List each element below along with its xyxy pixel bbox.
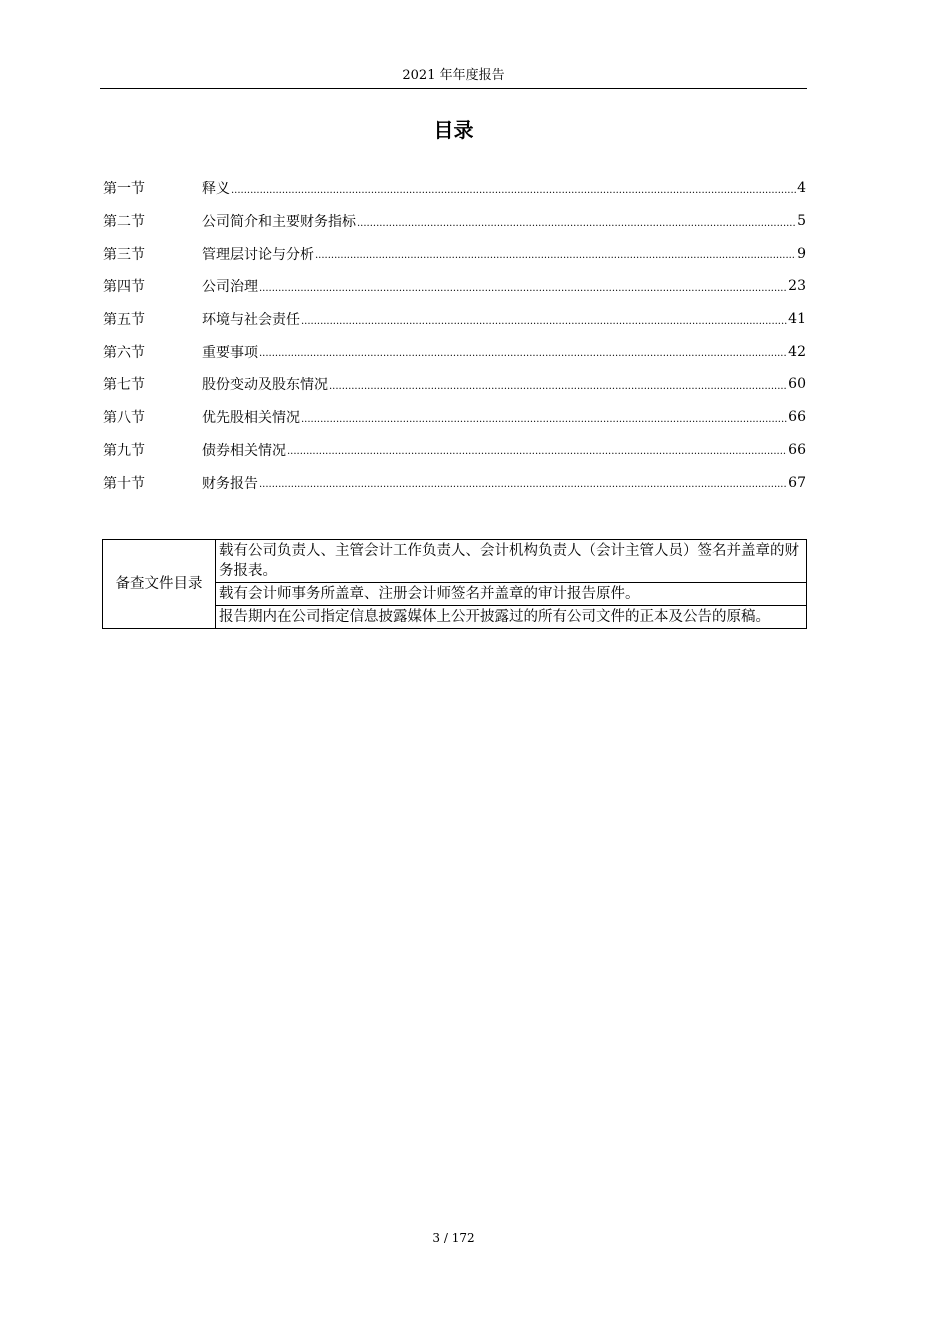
toc-entry[interactable] <box>103 172 806 205</box>
toc-dot-leader <box>287 446 787 457</box>
toc-page-number: 41 <box>788 311 806 328</box>
toc-title: 目录 <box>433 118 474 142</box>
reference-documents-table <box>102 539 807 629</box>
reference-document-item: 载有会计师事务所盖章、注册会计师签名并盖章的审计报告原件。 <box>216 583 807 606</box>
reference-document-item: 载有公司负责人、主管会计工作负责人、会计机构负责人（会计主管人员）签名并盖章的财务报表。 <box>216 540 807 583</box>
toc-section-number: 第六节 <box>103 344 145 361</box>
header-divider <box>100 88 807 89</box>
toc-section-name: 公司简介和主要财务指标 <box>202 214 356 231</box>
toc-section-number: 第九节 <box>103 442 145 459</box>
reference-documents-label: 备查文件目录 <box>103 540 216 629</box>
page-number: 3 / 172 <box>432 1231 475 1245</box>
toc-section-name: 财务报告 <box>202 475 258 492</box>
toc-page-number: 66 <box>788 409 806 426</box>
toc-section-number: 第七节 <box>103 377 145 394</box>
toc-dot-leader <box>329 381 787 392</box>
reference-document-item: 报告期内在公司指定信息披露媒体上公开披露过的所有公司文件的正本及公告的原稿。 <box>216 606 807 629</box>
toc-entry[interactable] <box>103 205 806 238</box>
toc-section-number: 第四节 <box>103 279 145 296</box>
toc-section-number: 第三节 <box>103 246 145 263</box>
toc-section-name: 环境与社会责任 <box>202 312 300 329</box>
toc-page-number: 67 <box>788 474 806 491</box>
toc-page-number: 42 <box>788 343 806 360</box>
toc-entry[interactable] <box>103 270 806 303</box>
toc-dot-leader <box>259 283 787 294</box>
toc-page-number: 5 <box>797 213 806 230</box>
toc-page-number: 9 <box>797 245 806 262</box>
toc-entry[interactable] <box>103 335 806 368</box>
toc-section-name: 优先股相关情况 <box>202 410 300 427</box>
toc-section-name: 管理层讨论与分析 <box>202 246 314 263</box>
toc-section-name: 释义 <box>202 181 230 198</box>
report-header-title: 2021 年年度报告 <box>402 68 505 83</box>
toc-dot-leader <box>301 316 787 327</box>
toc-dot-leader <box>231 185 796 196</box>
toc-page-number: 4 <box>797 180 806 197</box>
toc-section-name: 重要事项 <box>202 344 258 361</box>
toc-dot-leader <box>301 414 787 425</box>
toc-section-number: 第五节 <box>103 312 145 329</box>
toc-dot-leader <box>315 250 796 261</box>
toc-dot-leader <box>357 218 796 229</box>
toc-entry[interactable] <box>103 237 806 270</box>
toc-page-number: 60 <box>788 376 806 393</box>
toc-entry[interactable] <box>103 401 806 434</box>
table-row <box>103 540 807 583</box>
toc-entry[interactable] <box>103 303 806 336</box>
toc-section-name: 公司治理 <box>202 279 258 296</box>
toc-page-number: 23 <box>788 278 806 295</box>
toc-section-number: 第二节 <box>103 214 145 231</box>
toc-entry[interactable] <box>103 368 806 401</box>
toc-entry[interactable] <box>103 466 806 499</box>
toc-section-name: 股份变动及股东情况 <box>202 377 328 394</box>
table-of-contents <box>103 172 806 499</box>
toc-entry[interactable] <box>103 434 806 467</box>
toc-section-number: 第十节 <box>103 475 145 492</box>
toc-dot-leader <box>259 479 787 490</box>
toc-section-number: 第一节 <box>103 181 145 198</box>
toc-page-number: 66 <box>788 441 806 458</box>
toc-section-number: 第八节 <box>103 410 145 427</box>
toc-section-name: 债券相关情况 <box>202 442 286 459</box>
toc-dot-leader <box>259 348 787 359</box>
